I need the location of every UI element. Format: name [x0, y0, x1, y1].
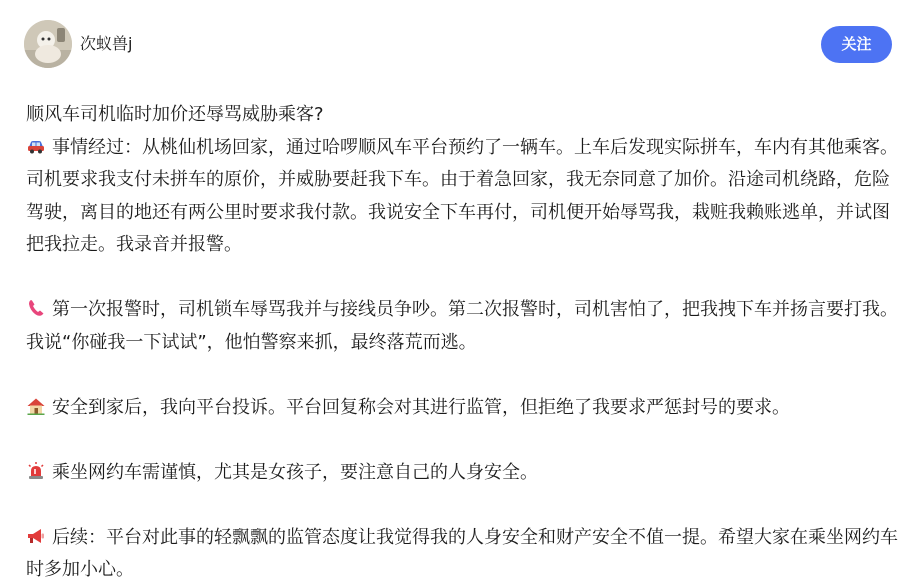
paragraph-text: 乘坐网约车需谨慎，尤其是女孩子，要注意自己的人身安全。 — [52, 461, 538, 483]
post-header — [0, 0, 915, 90]
follow-button[interactable]: 关注 — [821, 26, 892, 63]
post-paragraph — [26, 132, 898, 262]
paragraph-gap — [26, 359, 898, 392]
paragraph-gap — [26, 424, 898, 457]
megaphone-icon — [26, 526, 46, 546]
house-icon — [26, 396, 46, 416]
car-icon — [26, 136, 46, 156]
paragraph-gap — [26, 489, 898, 522]
post-paragraph — [26, 294, 898, 359]
post-paragraph — [26, 392, 898, 425]
siren-icon — [26, 461, 46, 481]
paragraph-text: 第一次报警时，司机锁车辱骂我并与接线员争吵。第二次报警时，司机害怕了，把我拽下车并扬言要打我。我说“你碰我一下试试”，他怕警察来抓，最终落荒而逃。 — [26, 299, 898, 353]
post-body — [26, 99, 898, 587]
paragraph-text: 事情经过：从桃仙机场回家，通过哈啰顺风车平台预约了一辆车。上车后发现实际拼车，车内有其他乘客。司机要求我支付未拼车的原价，并威胁要赶我下车。由于着急回家，我无奈同意了加价。沿途司机绕路，危险驾驶，离目的地还有两公里时要求我付款。我说安全下车再付，司机便开始辱骂我，栽赃我赖账逃单，并试图把我拉走。我录音并报警。 — [26, 136, 898, 255]
phone-icon — [26, 298, 46, 318]
post-paragraph — [26, 522, 898, 587]
paragraph-text: 安全到家后，我向平台投诉。平台回复称会对其进行监管，但拒绝了我要求严惩封号的要求。 — [52, 396, 790, 418]
author-name[interactable]: 次蚁兽j — [80, 34, 133, 53]
post-paragraph — [26, 457, 898, 490]
avatar[interactable] — [24, 20, 72, 68]
avatar-image — [24, 20, 72, 68]
paragraph-gap — [26, 262, 898, 295]
post-title: 顺风车司机临时加价还辱骂威胁乘客? — [26, 104, 324, 125]
paragraph-text: 后续：平台对此事的轻飘飘的监管态度让我觉得我的人身安全和财产安全不值一提。希望大家在乘坐网约车时多加小心。 — [26, 526, 898, 580]
